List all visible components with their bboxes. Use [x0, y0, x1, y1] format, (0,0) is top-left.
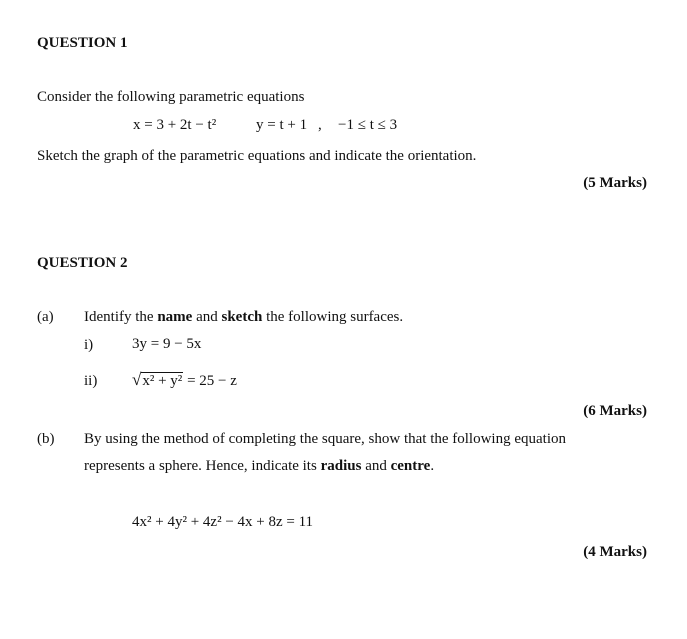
question-1-title: QUESTION 1 [37, 35, 128, 51]
part-b-line-1: By using the method of completing the square, show that the following equation [84, 431, 566, 447]
parameter-range: −1 ≤ t ≤ 3 [338, 117, 398, 133]
parametric-x-equation [133, 117, 216, 134]
part-b-label: (b) [37, 431, 55, 447]
part-a-instruction [84, 309, 403, 326]
part-a-text-1: Identify the [84, 309, 158, 325]
part-a-bold-name: name [157, 309, 193, 325]
part-b-line-2 [84, 458, 434, 475]
part-a-item-1-label: i) [84, 337, 94, 353]
parametric-y-text: y = t + 1 [256, 117, 308, 133]
part-b-bold-centre: centre [390, 458, 431, 474]
part-a-label: (a) [37, 309, 54, 325]
parametric-x-text: x = 3 + 2t − t² [133, 117, 217, 133]
square-root [132, 370, 183, 390]
parametric-y-equation [256, 117, 307, 134]
part-a-text-2: and [192, 309, 222, 325]
question-2-title: QUESTION 2 [37, 255, 128, 271]
part-b-text-3: . [430, 458, 435, 474]
part-b-text-1: represents a sphere. Hence, indicate its [84, 458, 321, 474]
part-a-text-3: the following surfaces. [262, 309, 404, 325]
part-b-bold-radius: radius [320, 458, 362, 474]
part-a-item-2-equation [132, 370, 237, 390]
part-a-item-1-equation: 3y = 9 − 5x [132, 336, 202, 352]
part-b-text-2: and [361, 458, 391, 474]
radical-sign: √ [132, 370, 142, 389]
question-1-intro: Consider the following parametric equations [37, 89, 305, 105]
sphere-equation: 4x² + 4y² + 4z² − 4x + 8z = 11 [132, 514, 314, 530]
equation-separator: , [318, 117, 322, 133]
part-a-item-2-rest: = 25 − z [187, 373, 237, 389]
question-1-marks: (5 Marks) [583, 175, 647, 191]
part-a-bold-sketch: sketch [221, 309, 263, 325]
part-a-marks: (6 Marks) [583, 403, 647, 419]
question-1-task: Sketch the graph of the parametric equations and indicate the orientation. [37, 148, 477, 164]
part-b-marks: (4 Marks) [583, 544, 647, 560]
radicand: x² + y² [142, 373, 183, 389]
part-a-item-2-label: ii) [84, 373, 98, 389]
